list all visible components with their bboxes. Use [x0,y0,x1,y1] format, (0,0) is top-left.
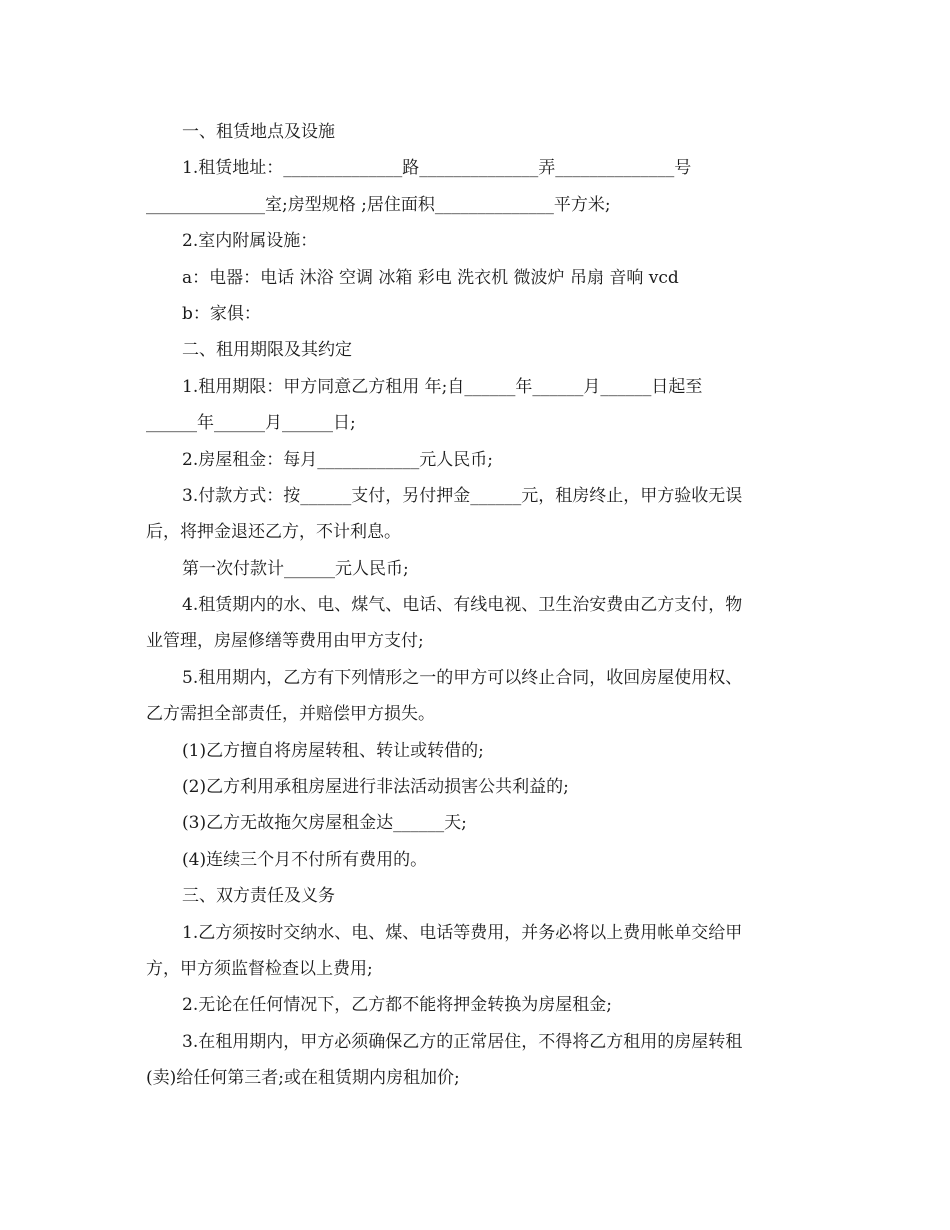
clause-payment-method-cont: 后，将押金退还乙方，不计利息。 [146,522,401,543]
responsibility-item-1: 1.乙方须按时交纳水、电、煤、电话等费用，并务必将以上费用帐单交给甲 [182,922,743,943]
clause-furniture: b：家俱： [182,303,261,324]
responsibility-item-3: 3.在租用期内，甲方必须确保乙方的正常居住，不得将乙方租用的房屋转租 [182,1031,743,1052]
responsibility-item-3-cont: (卖)给任何第三者;或在租赁期内房租加价; [146,1068,460,1089]
termination-item-3: (3)乙方无故拖欠房屋租金达______天; [182,813,467,834]
clause-lease-address-cont: ______________室;房型规格 ;居住面积______________平方米; [146,194,611,215]
clause-appliances: a：电器：电话 沐浴 空调 冰箱 彩电 洗衣机 微波炉 吊扇 音响 vcd [182,267,679,288]
clause-termination-cont: 乙方需担全部责任，并赔偿甲方损失。 [146,704,435,725]
contract-document [146,114,806,1097]
clause-termination: 5.租用期内，乙方有下列情形之一的甲方可以终止合同，收回房屋使用权、 [182,667,743,688]
clause-facilities: 2.室内附属设施： [182,231,318,252]
responsibility-item-2: 2.无论在任何情况下，乙方都不能将押金转换为房屋租金; [182,995,612,1016]
clause-rent: 2.房屋租金：每月____________元人民币; [182,449,493,470]
clause-utility-fees: 4.租赁期内的水、电、煤气、电话、有线电视、卫生治安费由乙方支付，物 [182,595,743,616]
termination-item-1: (1)乙方擅自将房屋转租、转让或转借的; [182,740,484,761]
heading-responsibilities: 三、双方责任及义务 [182,886,335,907]
termination-item-4: (4)连续三个月不付所有费用的。 [182,849,428,870]
clause-payment-method: 3.付款方式：按______支付，另付押金______元，租房终止，甲方验收无误 [182,485,743,506]
heading-lease-location: 一、租赁地点及设施 [182,122,335,142]
clause-lease-period-cont: ______年______月______日; [146,413,356,434]
clause-first-payment: 第一次付款计______元人民币; [182,558,409,579]
clause-lease-address: 1.租赁地址：______________路______________弄______________号 [182,158,692,179]
clause-lease-period: 1.租用期限：甲方同意乙方租用 年;自______年______月______日起至 [182,376,703,397]
clause-utility-fees-cont: 业管理，房屋修缮等费用由甲方支付; [146,631,424,652]
termination-item-2: (2)乙方利用承租房屋进行非法活动损害公共利益的; [182,777,569,798]
heading-lease-term: 二、租用期限及其约定 [182,340,352,361]
responsibility-item-1-cont: 方，甲方须监督检查以上费用; [146,958,373,979]
